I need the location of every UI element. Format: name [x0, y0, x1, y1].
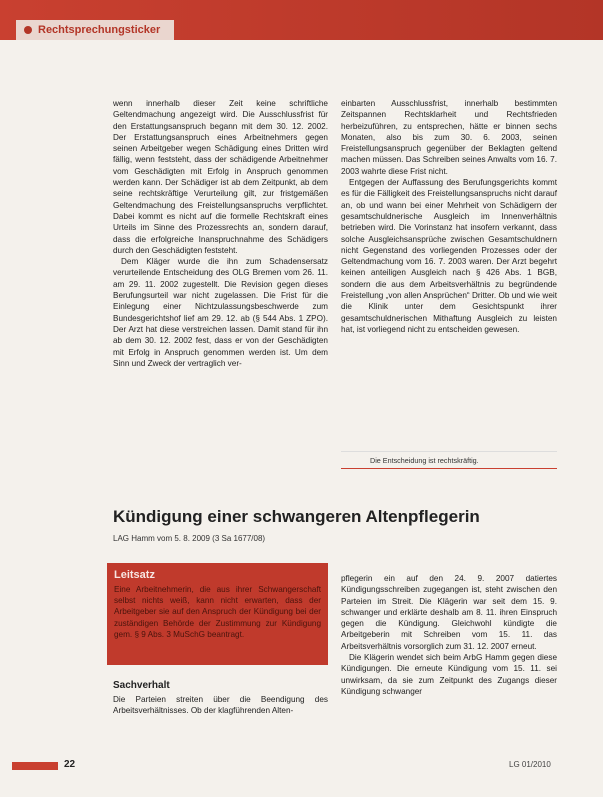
- article-title: Kündigung einer schwangeren Altenpflegerin: [113, 507, 480, 526]
- paragraph: pflegerin ein auf den 24. 9. 2007 datiertes Kündigungsschreiben zugegangen ist, steht zwischen den Parteien im Streit. Die Klägerin war seit dem 15. 9. schwanger und erklärte deshalb am 8. 11. ihren Einspruch gegen die Kündigung. Gleichwohl kündigte die Arbeitgeberin mit Schreiben vom 15. 11. das Arbeitsverhältnis vorsorglich zum 31. 12. 2007 erneut.: [341, 574, 557, 651]
- footer-accent-bar: [12, 762, 58, 770]
- page-number: 22: [64, 759, 76, 770]
- paragraph: Die Klägerin wendet sich beim ArbG Hamm gegen diese Kündigungen. Die erneute Kündigung vom 15. 11. sei unwirksam, da sie zum Zeitpunkt des Zugangs dieser Kündigung schwanger: [341, 653, 557, 696]
- header-bar: [0, 0, 603, 40]
- section-tag-label: Rechtsprechungsticker: [38, 24, 161, 36]
- bullet-icon: [24, 26, 32, 34]
- decision-note: Die Entscheidung ist rechtskräftig.: [341, 451, 557, 469]
- paragraph: Dem Kläger wurde die ihn zum Schadensersatz verurteilende Entscheidung des OLG Bremen vom 26. 11. am 29. 11. 2002 zugestellt. Die Revision gegen dieses Berufungsurteil war nicht zugelassen. Die Frist für die Einlegung einer Nichtzulassungsbeschwerde zum Bundesgerichtshof lief am 29. 12. ab (§ 544 Abs. 1 ZPO). Der Arzt hat diese verstreichen lassen. Damit stand für ihn ab dem 30. 12. 2002 fest, dass er von der Geschädigten mit Erfolg in Anspruch genommen werden ist. Um dem Sinn und Zweck der vertraglich ver-: [113, 257, 328, 368]
- paragraph: wenn innerhalb dieser Zeit keine schriftliche Geltendmachung angezeigt wird. Die Ausschlussfrist für den Erstattungsanspruch begann mit dem 30. 12. 2002. Der Erstattungsanspruch eines Arbeitnehmers gegen seinen Arbeitgeber wegen Schädigung eines Dritten wird fällig, wenn feststeht, dass der schädigende Arbeitnehmer vom Geschädigten mit Erfolg in Anspruch genommen werden kann. Der Schädiger ist ab dem Zeitpunkt, ab dem seine rechtskräftige Verurteilung gilt, zur fristgemäßen Geltendmachung des Freistellungsanspruchs verpflichtet. Dabei kommt es nicht auf die formelle Rechtskraft eines Urteils im Sinne des Prozessrechts an, sondern darauf, dass die erfolgreiche Inanspruchnahme des Schädigers durch den Geschädigten feststeht.: [113, 99, 328, 255]
- leitsatz-box: [107, 563, 328, 665]
- lower-right-column: [341, 573, 557, 697]
- paragraph: Entgegen der Auffassung des Berufungsgerichts kommt es für die Fälligkeit des Freistellungsanspruchs nicht darauf an, ob und wann bei einer Mehrheit von Schädigern der gesamtschuldnerische Ausgleich im Innenverhältnis betrieben wird. Die Vorinstanz hat insofern verkannt, dass solche Ausgleichsansprüche zwischen Gesamtschuldnern nicht Gegenstand des vorliegenden Prozesses oder der Geltendmachung vom 16. 7. 2003 waren. Der Arzt begehrt keinen anteiligen Ausgleich nach § 426 Abs. 1 BGB, sondern die aus dem Arbeitsverhältnis zu begründende Freistellung „von allen Ansprüchen“ Dritter. Ob und wie weit die Klinik unter dem Gesichtspunkt ihrer gesamtschuldnerischen Mithaftung Ausgleich zu leisten hat, ist vorliegend nicht zu entscheiden gewesen.: [341, 178, 557, 334]
- leitsatz-title: Leitsatz: [114, 569, 155, 581]
- sachverhalt-title: Sachverhalt: [113, 680, 170, 691]
- paragraph: Die Parteien streiten über die Beendigung des Arbeitsverhältnisses. Ob der klagführenden Alten-: [113, 695, 328, 716]
- upper-left-column: [113, 98, 328, 369]
- sachverhalt-column: [113, 694, 328, 717]
- paragraph: einbarten Ausschlussfrist, innerhalb bestimmten Zeitspannen Rechtsklarheit und Rechtsfrieden herbeizuführen, zu entsprechen, hätte er binnen sechs Monaten, also bis zum 30. 6. 2003, seinen Freistellungsanspruch gegenüber der Beklagten geltend machen müssen. Das Schreiben seines Anwalts vom 16. 7. 2003 wahrte diese Frist nicht.: [341, 99, 557, 176]
- section-tag: [16, 20, 174, 40]
- upper-right-column: [341, 98, 557, 335]
- article-subtitle: LAG Hamm vom 5. 8. 2009 (3 Sa 1677/08): [113, 534, 266, 543]
- leitsatz-text: Eine Arbeitnehmerin, die aus ihrer Schwangerschaft selbst nichts weiß, kann nicht erwarten, dass der Arbeitgeber sie auf den Anspruch der Kündigung bei der zuständigen Behörde der Zustimmung zur Kündigung gem. § 9 Abs. 3 MuSchG beantragt.: [114, 585, 321, 639]
- issue-label: LG 01/2010: [509, 760, 551, 769]
